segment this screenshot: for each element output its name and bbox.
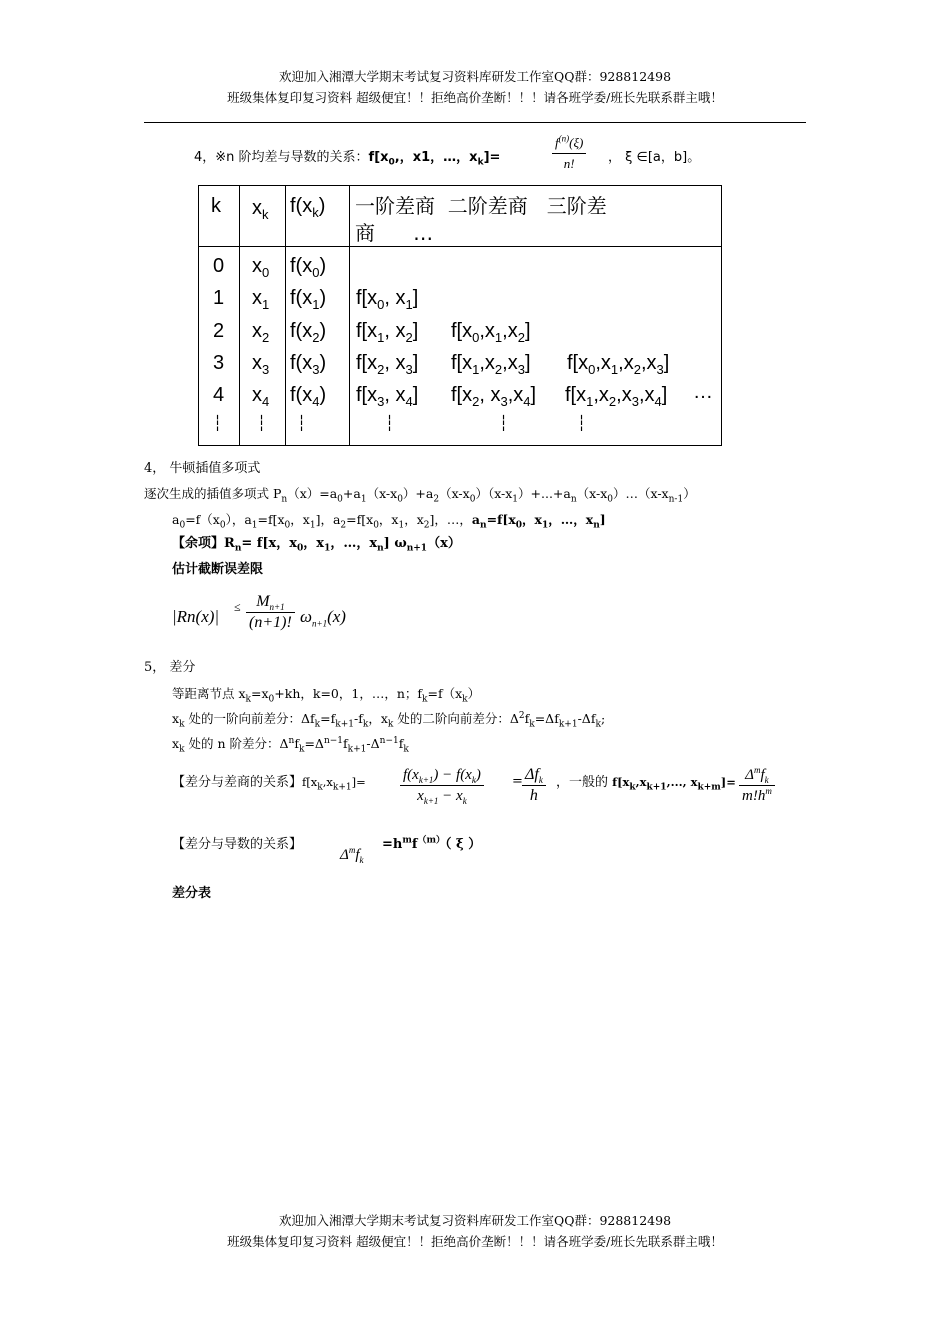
page-header <box>0 66 950 108</box>
difference-divided-difference-relation: 【差分与差商的关系】$f[x_k,x_{k+1}]=$ $\frac{f(x_{k+1}) - f(x_k)}{x_{k+1} - x_k}$ = $\Delta f_k$ h ，一般的 $f[x_k,x_{k+1}$,..., $x_{k+m}]=$ $\Delta^mf_k$ $m!h^m$ <box>172 765 812 821</box>
table-vdots: ┆ <box>213 415 223 432</box>
table-row-3-k: 3 <box>213 352 225 374</box>
table-header-orders: 一阶差商 二阶差商 三阶差 商 … <box>355 194 607 245</box>
table-row-4-k: 4 <box>213 384 225 406</box>
table-row-0-x: $x_0$ <box>252 255 270 280</box>
newton-remainder: 【余项】$R_n= f[x$，$x_0$，$x_1$，…，$x_n$] $\omega_{n+1}(x)$ <box>172 536 461 554</box>
truncation-error-title: 估计截断误差限 <box>172 562 264 577</box>
table-header-xk: $x_k$ <box>252 197 269 222</box>
table-row-4-f: $f(x_4)$ <box>290 384 327 409</box>
newton-coefficients: $a_0=f(x_0)$，$a_1=f[x_0$，$x_1$]，$a_2=f[x_0$，$x_1$，$x_2$]，…，$a_n=f[x_0$，$x_1$，…，$x_n$] <box>172 512 606 531</box>
table-row-3-f: $f(x_3)$ <box>290 352 327 377</box>
table-row-0-k: 0 <box>213 255 225 277</box>
footer-line-1: 欢迎加入湘潭大学期末考试复习资料库研发工作室QQ群：928812498 <box>278 1213 672 1228</box>
table-vdots: ┆ <box>257 415 267 432</box>
table-row-2-f: $f(x_2)$ <box>290 320 327 345</box>
table-vdots: ┆ <box>577 415 587 432</box>
table-vdots: ┆ <box>499 415 509 432</box>
newton-polynomial: 逐次生成的插值多项式 $P_n(x)=a_0+a_1(x-x_0)+a_2(x-x_0)(x-x_1)+...+a_n(x-x_0)\dots(x-x_{n-1})$ <box>144 486 696 505</box>
table-row-3-x: $x_3$ <box>252 352 270 377</box>
newton-section-title: 4， 牛顿插值多项式 <box>144 461 261 476</box>
table-row-1-d1: $f[x_0$, $x_1$] <box>356 287 419 312</box>
table-row-2-d1: $f[x_1$, $x_2$] <box>356 320 419 345</box>
equidistant-nodes: 等距离节点 $x_k=x_0+kh$，k=0，1，…，n；$f_k=f(x_k)$ <box>172 686 481 705</box>
table-row-4-x: $x_4$ <box>252 384 270 409</box>
table-row-4-d1: $f[x_3$, $x_4$] <box>356 384 419 409</box>
table-row-2-d2: $f[x_0,x_1,x_2]$ <box>451 320 531 345</box>
table-vdots: ┆ <box>385 415 395 432</box>
table-ellipsis: … <box>693 381 713 403</box>
difference-table-title: 差分表 <box>172 886 212 901</box>
table-col-divider <box>239 186 240 445</box>
table-row-0-f: $f(x_0)$ <box>290 255 327 280</box>
table-vdots: ┆ <box>297 415 307 432</box>
footer-line-2: 班级集体复印复习资料 超级便宜！！拒绝高价垄断！！！请各班学委/班长先联系群主哦！ <box>227 1234 723 1249</box>
forward-differences: $x_k$ 处的一阶向前差分：$\Delta f_k=f_{k+1}-f_k$，$x_k$ 处的二阶向前差分：$\Delta^2f_k=\Delta f_{k+1}-\Delta f_k$; <box>172 710 606 730</box>
table-header-fxk: $f(x_k)$ <box>290 195 326 220</box>
table-col-divider <box>285 186 286 445</box>
nth-difference: $x_k$ 处的 n 阶差分：$\Delta^nf_k=\Delta^{n-1}f_{k+1}-\Delta^{n-1}f_k$ <box>172 735 409 755</box>
table-row-3-d3: $f[x_0,x_1,x_2,x_3]$ <box>567 352 670 377</box>
table-row-1-x: $x_1$ <box>252 287 270 312</box>
table-row-3-d2: $f[x_1,x_2,x_3]$ <box>451 352 531 377</box>
header-line-1: 欢迎加入湘潭大学期末考试复习资料库研发工作室QQ群：928812498 <box>278 69 672 84</box>
table-row-1-f: $f(x_1)$ <box>290 287 327 312</box>
header-rule <box>144 122 806 123</box>
table-row-2-x: $x_2$ <box>252 320 270 345</box>
page-footer <box>0 1210 950 1252</box>
table-row-2-k: 2 <box>213 320 225 342</box>
table-row-3-d1: $f[x_2$, $x_3$] <box>356 352 419 377</box>
table-header-k: k <box>211 195 221 217</box>
table-row-1-k: 1 <box>213 287 225 309</box>
difference-section-title: 5， 差分 <box>144 660 196 675</box>
divided-difference-table <box>198 185 722 446</box>
table-row-4-d2: $f[x_2$, $x_3,x_4$] <box>451 384 537 409</box>
header-line-2: 班级集体复印复习资料 超级便宜！！拒绝高价垄断！！！请各班学委/班长先联系群主哦！ <box>227 90 723 105</box>
table-row-4-d3: $f[x_1,x_2,x_3,x_4]$ <box>565 384 668 409</box>
table-col-divider <box>349 186 350 445</box>
